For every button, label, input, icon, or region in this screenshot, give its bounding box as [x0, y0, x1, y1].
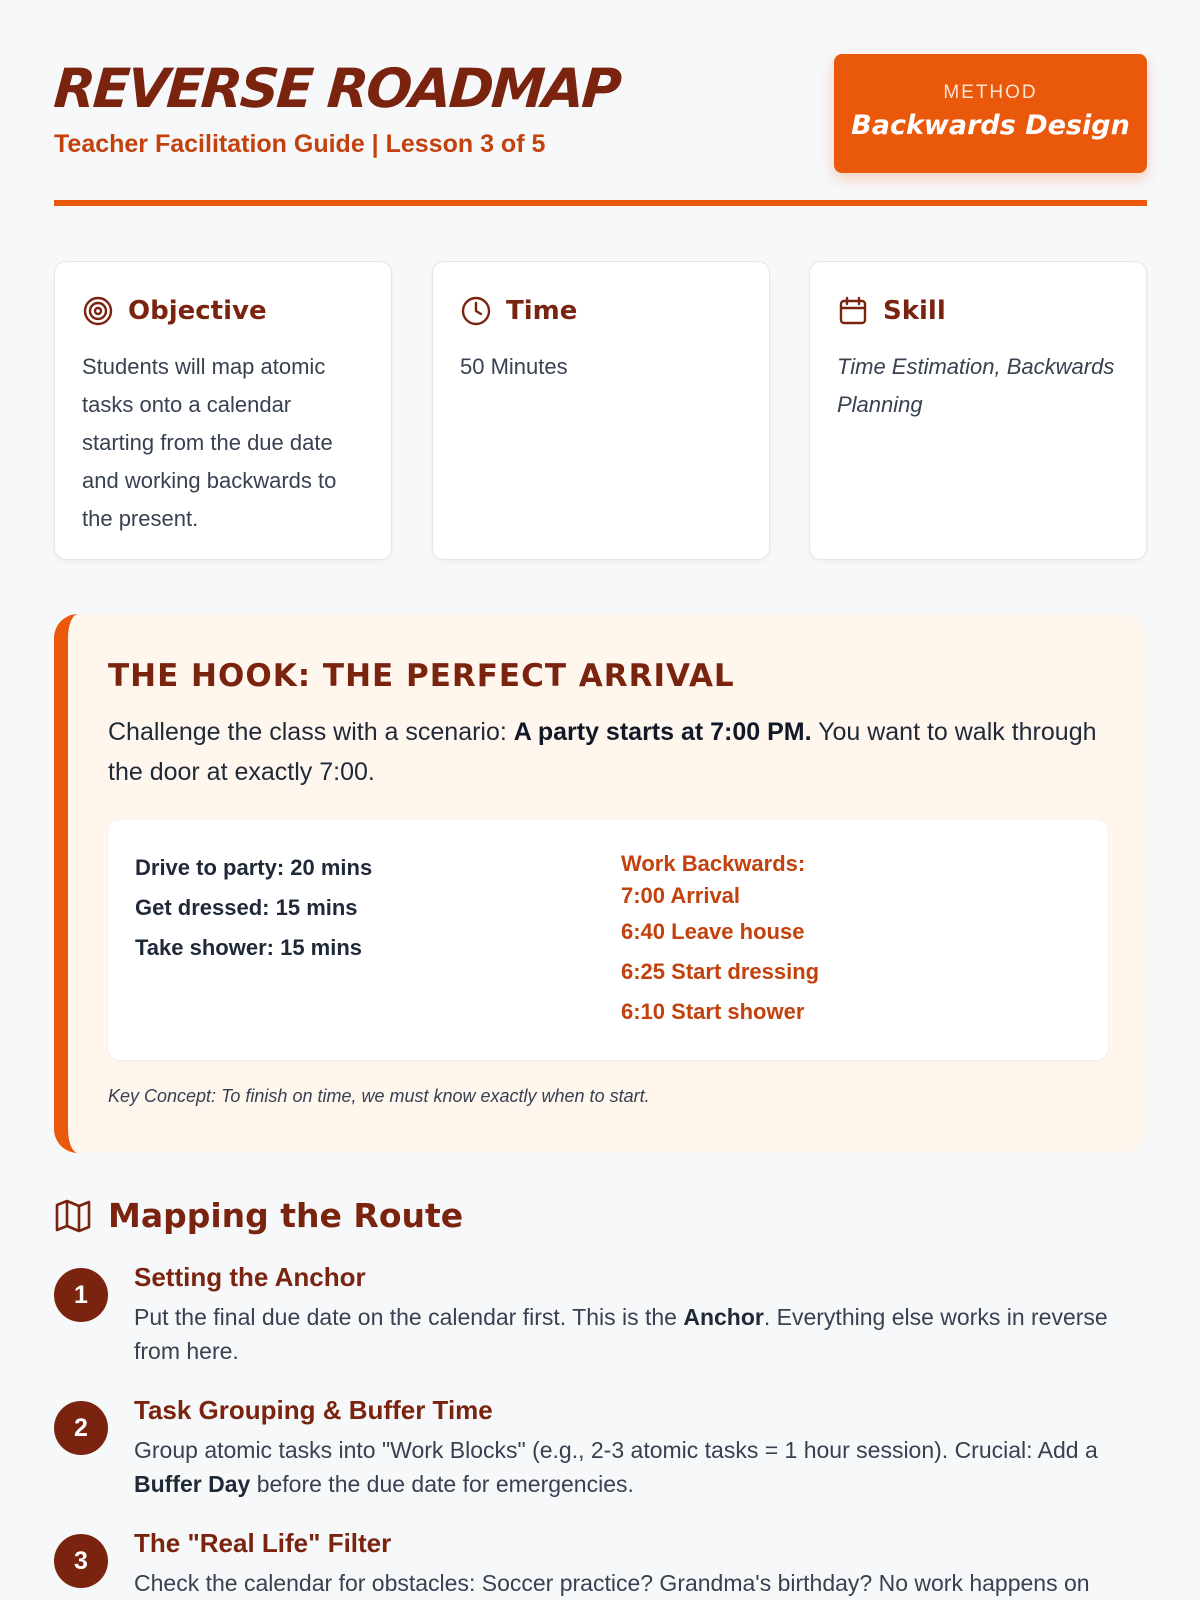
step-description — [134, 1433, 1147, 1501]
skill-card — [809, 261, 1147, 560]
map-icon — [54, 1197, 92, 1235]
step-emphasis: Anchor — [683, 1304, 764, 1330]
step-title: The "Real Life" Filter — [134, 1528, 392, 1558]
info-cards — [54, 261, 1147, 560]
step-title: Setting the Anchor — [134, 1262, 366, 1292]
hook-intro — [108, 712, 1107, 792]
backwards-item: 6:40 Leave house — [621, 919, 805, 944]
target-icon — [82, 295, 114, 327]
step-text: . Everything else works in reverse from here. — [134, 1304, 1108, 1364]
page-title: REVERSE ROADMAP — [51, 57, 622, 120]
scenario-steps — [135, 848, 372, 968]
backwards-label: Work Backwards: — [621, 851, 806, 876]
backwards-item: 7:00 Arrival — [621, 883, 741, 908]
card-body: Time Estimation, Backwards Planning — [837, 354, 1115, 417]
hook-intro-text: Challenge the class with a scenario: — [108, 718, 514, 746]
step-text: Group atomic tasks into "Work Blocks" (e.g., 2-3 atomic tasks = 1 hour session). Crucial: Add a — [134, 1437, 1098, 1463]
page-subtitle: Teacher Facilitation Guide | Lesson 3 of 5 — [54, 130, 546, 158]
key-concept: Key Concept: To finish on time, we must know exactly when to start. — [108, 1086, 650, 1106]
scenario-step: Drive to party: 20 mins — [135, 855, 373, 880]
hook-intro-emphasis: A party starts at 7:00 PM. — [513, 718, 812, 746]
step-text: Put the final due date on the calendar first. This is the — [134, 1304, 684, 1330]
header-divider — [54, 200, 1147, 206]
backwards-timeline — [621, 848, 819, 1032]
step-text: Check the calendar for obstacles: Soccer practice? Grandma's birthday? No work happens on — [134, 1570, 1090, 1596]
hook-title: THE HOOK: THE PERFECT ARRIVAL — [108, 658, 735, 694]
step-description — [134, 1566, 1147, 1600]
backwards-item: 6:25 Start dressing — [621, 959, 820, 984]
method-label: METHOD — [943, 82, 1038, 103]
card-title: Time — [506, 296, 578, 326]
card-title: Skill — [883, 296, 946, 326]
card-body: Students will map atomic tasks onto a calendar starting from the due date and working backwards to the present. — [82, 354, 337, 531]
clock-icon — [460, 295, 492, 327]
card-title: Objective — [128, 296, 267, 326]
section-title: Mapping the Route — [108, 1196, 464, 1235]
method-value: Backwards Design — [851, 110, 1130, 141]
step-title: Task Grouping & Buffer Time — [134, 1395, 493, 1425]
backwards-item: 6:10 Start shower — [621, 999, 805, 1024]
scenario-box — [108, 820, 1108, 1060]
time-card — [432, 261, 770, 560]
step-number: 1 — [54, 1268, 108, 1322]
step-text: before the due date for emergencies. — [250, 1471, 634, 1497]
method-badge — [834, 54, 1147, 173]
hook-intro-text: You want to walk through the door at exactly 7:00. — [108, 718, 1097, 786]
step-number: 3 — [54, 1534, 108, 1588]
objective-card — [54, 261, 392, 560]
step-emphasis: Buffer Day — [134, 1471, 251, 1497]
step-number: 2 — [54, 1401, 108, 1455]
scenario-step: Get dressed: 15 mins — [135, 895, 358, 920]
scenario-step: Take shower: 15 mins — [135, 935, 363, 960]
section-header — [54, 1196, 463, 1235]
step-description — [134, 1300, 1147, 1368]
hook-panel — [54, 614, 1147, 1153]
card-body: 50 Minutes — [460, 354, 568, 379]
calendar-icon — [837, 295, 869, 327]
facilitation-guide-page — [51, 0, 1147, 1596]
page-header — [51, 0, 1147, 206]
